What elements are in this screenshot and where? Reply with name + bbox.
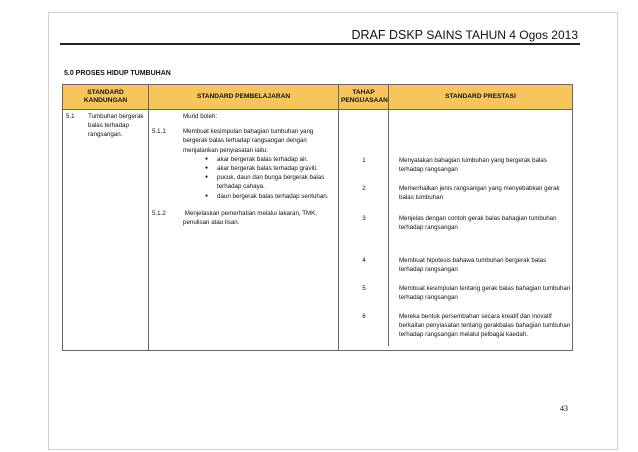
prestasi-cell [339,110,573,351]
prestasi-desc: Mereka bentuk persembahan secara kreatif dan inovatif berkaitan penyiasatan tentang gerakbalas bahagian tumbuhan terhadap rangsangan melalui pelbagai kaedah. [399,313,571,339]
bullet-item: ● daun bergerak balas terhadap sentuhan. [205,192,335,201]
header-title-prefix: DRAF DSKP [351,28,424,42]
prestasi-row [339,214,572,232]
table-row [63,110,573,351]
bullet-item: ● akar bergerak balas terhadap air. [205,155,335,164]
table-header-row [63,85,573,110]
tahap-level: 4 [362,257,366,264]
document-header [300,28,578,42]
prestasi-row [339,184,572,202]
header-standard-pembelajaran: STANDARD PEMBELAJARAN [149,85,339,110]
pembelajaran-text: Membuat kesimpulan bahagian tumbuhan yang bergerak balas terhadap rangsangan dengan menjalankan penyiasatan iaitu: [183,128,314,154]
header-title-rest: SAINS TAHUN 4 Ogos 2013 [426,28,578,42]
prestasi-desc: Menyatakan bahagian tumbuhan yang bergerak balas terhadap rangsangan [399,157,547,174]
bullet-list [183,155,335,201]
header-standard-prestasi: STANDARD PRESTASI [389,85,573,110]
prestasi-row [339,284,572,302]
tahap-level: 1 [362,157,366,164]
pembelajaran-code: 5.1.2 [152,209,166,217]
tahap-level: 3 [362,215,366,222]
tahap-level: 5 [362,285,366,292]
prestasi-desc: Menjelas dengan contoh gerak balas bahagian tumbuhan terhadap rangsangan [399,215,557,232]
pembelajaran-code: 5.1.1 [152,128,166,136]
prestasi-row [339,256,572,274]
prestasi-row [339,312,572,340]
bullet-item: ● pucuk, daun dan bunga bergerak balas terhadap cahaya. [205,173,335,191]
page-number: 43 [560,404,568,413]
prestasi-desc: Membuat hipotesis bahawa tumbuhan bergerak balas terhadap rangsangan [399,257,547,274]
prestasi-row [339,156,572,174]
pembelajaran-cell [149,110,339,351]
kandungan-code: 5.1 [66,113,75,120]
header-rule [60,43,580,45]
kandungan-cell [63,110,149,351]
prestasi-desc: Membuat kesimpulan tentang gerak balas bahagian tumbuhan terhadap rangsangan [399,285,571,302]
tahap-level: 6 [362,313,366,320]
pembelajaran-item [152,127,335,201]
prestasi-desc: Memerihalkan jenis rangsangan yang menyebabkan gerak balas tumbuhan [399,185,560,202]
murid-boleh-label: Murid boleh: [183,113,218,120]
standards-table [62,84,573,351]
header-tahap-penguasaan: TAHAP PENGUASAAN [339,85,389,110]
tahap-level: 2 [362,185,366,192]
pembelajaran-item [152,209,335,227]
bullet-item: ● akar bergerak balas terhadap graviti. [205,164,335,173]
pembelajaran-text: Menjelaskan pemerhatian melalui lakaran, TMK, penulisan atau lisan. [183,209,319,227]
header-standard-kandungan: STANDARD KANDUNGAN [63,85,149,110]
kandungan-text: Tumbuhan bergerak balas terhadap rangsangan. [88,113,144,139]
section-title: 5.0 PROSES HIDUP TUMBUHAN [64,70,171,77]
